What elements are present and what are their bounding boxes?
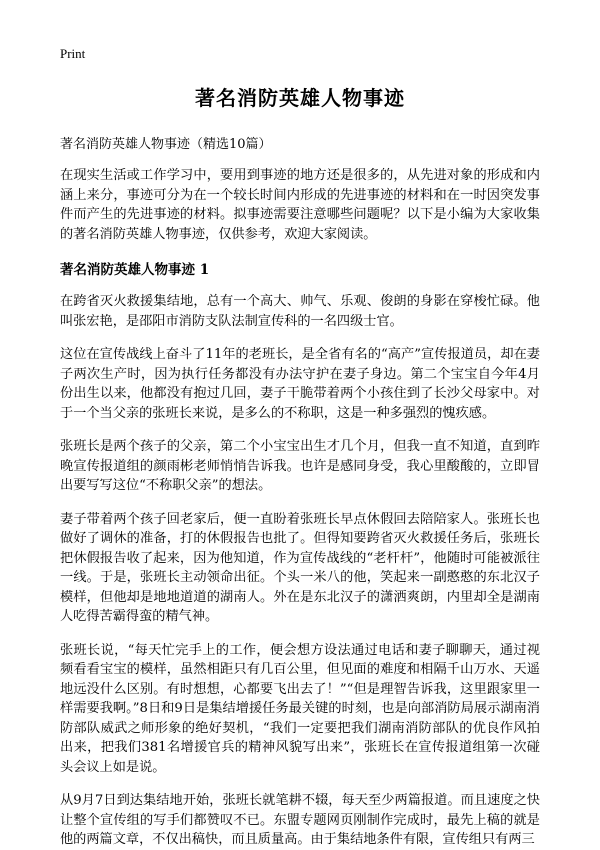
body-paragraph: 张班长说，“每天忙完手上的工作，便会想方设法通过电话和妻子聊聊天，通过视频看看宝宝的模样，虽然相距只有几百公里，但见面的难度和相隔千山万水、天遥地远没什么区别。有时想想，心都要飞出去了！”“但是理智告诉我，这里跟家里一样需要我啊。”8日和9日是集结增援任务最关键的时刻，也是向部消防局展示湖南消防部队威武之师形象的绝好契机，“我们一定要把我们湖南消防部队的优良作风拍出来，把我们381名增援官兵的精神风貌写出来”，张班长在宣传报道组第一次碰头会议上如是说。 [60, 642, 540, 775]
body-paragraph: 在跨省灭火救援集结地，总有一个高大、帅气、乐观、俊朗的身影在穿梭忙碌。他叫张宏艳，是邵阳市消防支队法制宣传科的一名四级士官。 [60, 294, 540, 329]
body-paragraph: 这位在宣传战线上奋斗了11年的老班长，是全省有名的“高产”宣传报道员，却在妻子两次生产时，因为执行任务都没有办法守护在妻子身边。第二个宝宝自今年4月份出生以来，他都没有抱过几回，妻子干脆带着两个小孩住到了长沙父母家中。对于一个当父亲的张班长来说，是多么的不称职，这是一种多强烈的愧疚感。 [60, 347, 540, 421]
print-link[interactable]: Print [60, 46, 86, 61]
body-paragraph: 妻子带着两个孩子回老家后，便一直盼着张班长早点休假回去陪陪家人。张班长也做好了调休的准备，打的休假报告也批了。但得知要跨省灭火救援任务后，张班长把休假报告收了起来，因为他知道，作为宣传战线的“老杆杆”，他随时可能被派往一线。于是，张班长主动领命出征。个头一米八的他，笑起来一副憨憨的东北汉子模样，但他却是地地道道的湖南人。外在是东北汉子的潇洒爽朗，内里却全是湖南人吃得苦霸得蛮的精气神。 [60, 511, 540, 624]
article-subtitle: 著名消防英雄人物事迹（精选10篇） [60, 137, 272, 152]
body-paragraph: 张班长是两个孩子的父亲，第二个小宝宝出生才几个月，但我一直不知道，直到昨晚宣传报道组的颜雨彬老师悄悄告诉我。也许是感同身受，我心里酸酸的，立即冒出要写写这位“不称职父亲”的想法。 [60, 439, 540, 493]
body-paragraph: 从9月7日到达集结地开始，张班长就笔耕不辍，每天至少两篇报道。而且速度之快让整个宣传组的写手们都赞叹不已。东盟专题网页刚制作完成时，最先上稿的就是他的两篇文章，不仅出稿快，而且质量高。由于集结地条件有限，宣传组只有两三 [60, 793, 540, 847]
intro-paragraph: 在现实生活或工作学习中，要用到事迹的地方还是很多的，从先进对象的形成和内涵上来分，事迹可分为在一个较长时间内形成的先进事迹的材料和在一时因突发事件而产生的先进事迹的材料。拟事迹需要注意哪些问题呢？以下是小编为大家收集的著名消防英雄人物事迹，仅供参考，欢迎大家阅读。 [60, 168, 540, 242]
article-title: 著名消防英雄人物事迹 [195, 86, 405, 110]
section-heading: 著名消防英雄人物事迹 1 [60, 262, 210, 278]
